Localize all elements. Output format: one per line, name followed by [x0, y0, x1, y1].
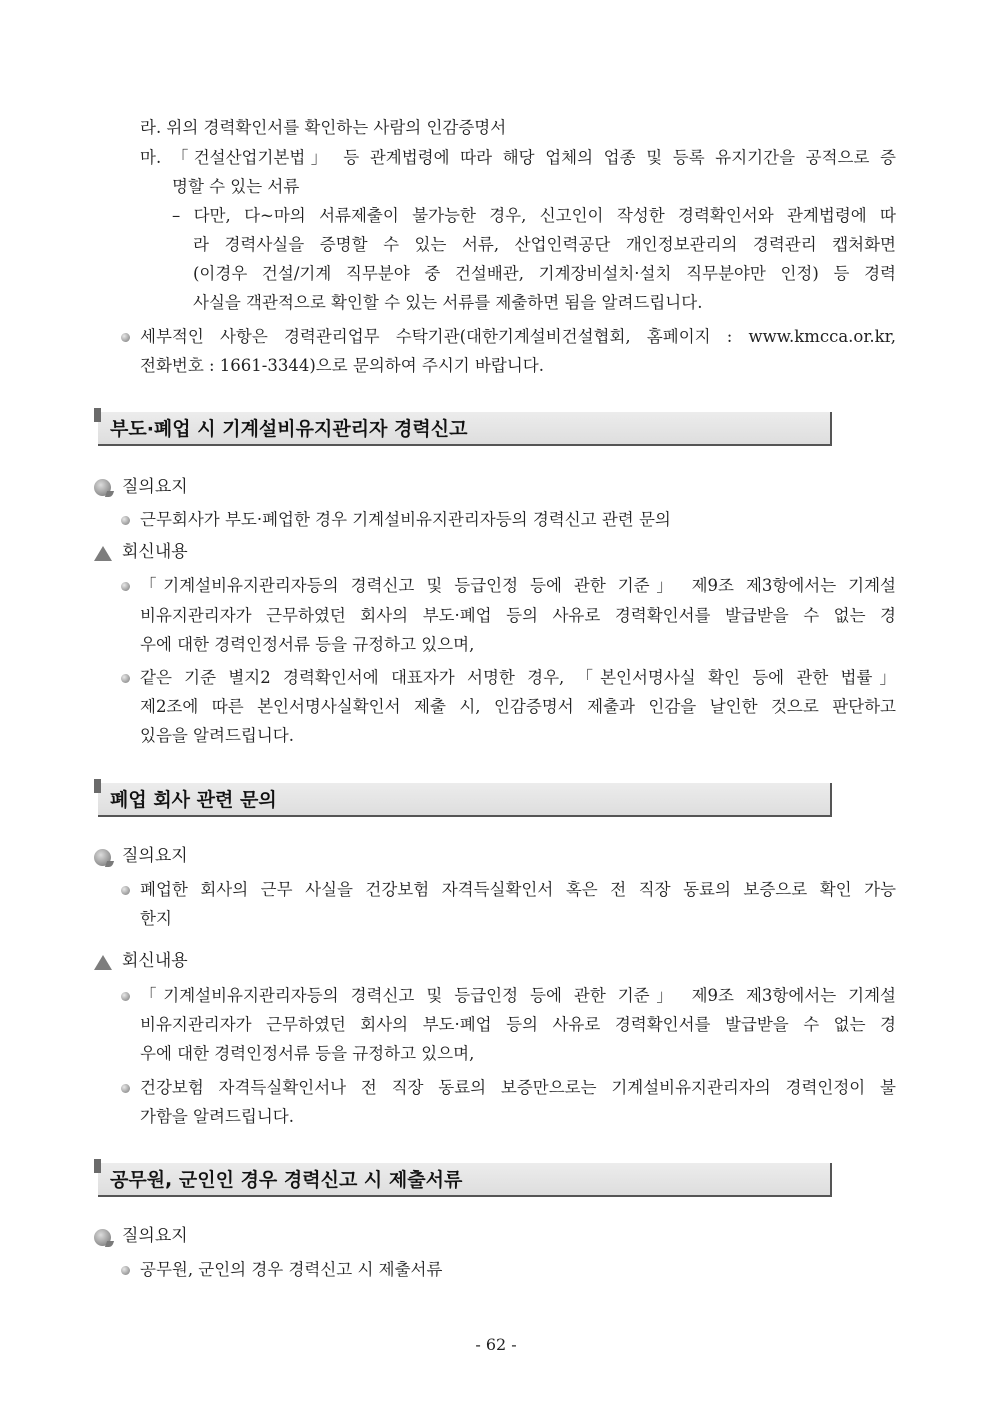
section1-answer2-line3: 있음을 알려드립니다. — [140, 726, 294, 745]
bullet-icon — [121, 992, 130, 1001]
answer-icon — [94, 546, 112, 561]
section-marker-icon — [94, 1159, 101, 1173]
section1-answer2-line2: 제2조에 따른 본인서명사실확인서 제출 시, 인감증명서 제출과 인감을 날인한 것으로 판단하고 — [140, 697, 896, 716]
question-label: 질의요지 — [122, 477, 188, 497]
dash-note-line3: (이경우 건설/기계 직무분야 중 건설배관, 기계장비설치·설치 직무분야만 인정) 등 경력 — [193, 264, 896, 283]
page-number: - 62 - — [475, 1335, 517, 1354]
section-title: 공무원, 군인인 경우 경력신고 시 제출서류 — [110, 1169, 463, 1191]
section2-answer1-line1: 「기계설비유지관리자등의 경력신고 및 등급인정 등에 관한 기준」 제9조 제3항에서는 기계설 — [140, 986, 896, 1005]
bullet-icon — [121, 1266, 130, 1275]
section1-answer1-line2: 비유지관리자가 근무하였던 회사의 부도·폐업 등의 사유로 경력확인서를 발급받을 수 없는 경 — [140, 606, 896, 625]
contact-line1: 세부적인 사항은 경력관리업무 수탁기관(대한기계설비건설협회, 홈페이지 : www.kmcca.or.kr, — [140, 327, 896, 346]
section1-answer1-line3: 우에 대한 경력인정서류 등을 규정하고 있으며, — [140, 635, 475, 654]
question-label: 질의요지 — [122, 846, 188, 866]
section2-answer1-line2: 비유지관리자가 근무하였던 회사의 부도·폐업 등의 사유로 경력확인서를 발급받을 수 없는 경 — [140, 1015, 896, 1034]
question-icon — [94, 849, 111, 866]
bullet-icon — [121, 1084, 130, 1093]
section-header-closed-company — [94, 779, 832, 817]
section-marker-icon — [94, 779, 101, 793]
section2-question-line1: 폐업한 회사의 근무 사실을 건강보험 자격득실확인서 혹은 전 직장 동료의 보증으로 확인 가능 — [140, 880, 896, 899]
section3-question: 공무원, 군인의 경우 경력신고 시 제출서류 — [140, 1260, 443, 1279]
bullet-icon — [121, 886, 130, 895]
answer-label: 회신내용 — [122, 542, 188, 562]
contact-line2: 전화번호 : 1661-3344)으로 문의하여 주시기 바랍니다. — [140, 356, 544, 375]
bullet-icon — [121, 516, 130, 525]
question-icon — [94, 1229, 111, 1246]
section2-answer1-line3: 우에 대한 경력인정서류 등을 규정하고 있으며, — [140, 1044, 475, 1063]
bullet-icon — [121, 333, 130, 342]
answer-label: 회신내용 — [122, 951, 188, 971]
dash-note-line1: – 다만, 다~마의 서류제출이 불가능한 경우, 신고인이 작성한 경력확인서와 관계법령에 따 — [172, 206, 896, 225]
question-label: 질의요지 — [122, 1226, 188, 1246]
section-title: 부도·폐업 시 기계설비유지관리자 경력신고 — [110, 418, 468, 440]
question-icon — [94, 479, 111, 496]
item-ma-line2: 명할 수 있는 서류 — [172, 177, 300, 196]
dash-note-line2: 라 경력사실을 증명할 수 있는 서류, 산업인력공단 개인정보관리의 경력관리 캡처화면 — [193, 235, 896, 254]
section-marker-icon — [94, 408, 101, 422]
bullet-icon — [121, 582, 130, 591]
section2-answer2-line2: 가함을 알려드립니다. — [140, 1107, 294, 1126]
section2-answer2-line1: 건강보험 자격득실확인서나 전 직장 동료의 보증만으로는 기계설비유지관리자의 경력인정이 불 — [140, 1078, 896, 1097]
item-ma-line1: 마. 「건설산업기본법」 등 관계법령에 따라 해당 업체의 업종 및 등록 유지기간을 공적으로 증 — [140, 148, 896, 167]
section1-answer2-line1: 같은 기준 별지2 경력확인서에 대표자가 서명한 경우, 「본인서명사실 확인 등에 관한 법률」 — [140, 668, 896, 687]
item-la: 라. 위의 경력확인서를 확인하는 사람의 인감증명서 — [140, 118, 507, 137]
answer-icon — [94, 955, 112, 970]
section1-answer1-line1: 「기계설비유지관리자등의 경력신고 및 등급인정 등에 관한 기준」 제9조 제3항에서는 기계설 — [140, 576, 896, 595]
section2-question-line2: 한지 — [140, 909, 172, 928]
section-header-public-servant — [94, 1159, 832, 1197]
bullet-icon — [121, 674, 130, 683]
section-title: 폐업 회사 관련 문의 — [110, 789, 277, 811]
section1-question: 근무회사가 부도·폐업한 경우 기계설비유지관리자등의 경력신고 관련 문의 — [140, 510, 671, 529]
dash-note-line4: 사실을 객관적으로 확인할 수 있는 서류를 제출하면 됨을 알려드립니다. — [193, 293, 703, 312]
section-header-bankruptcy — [94, 408, 832, 446]
